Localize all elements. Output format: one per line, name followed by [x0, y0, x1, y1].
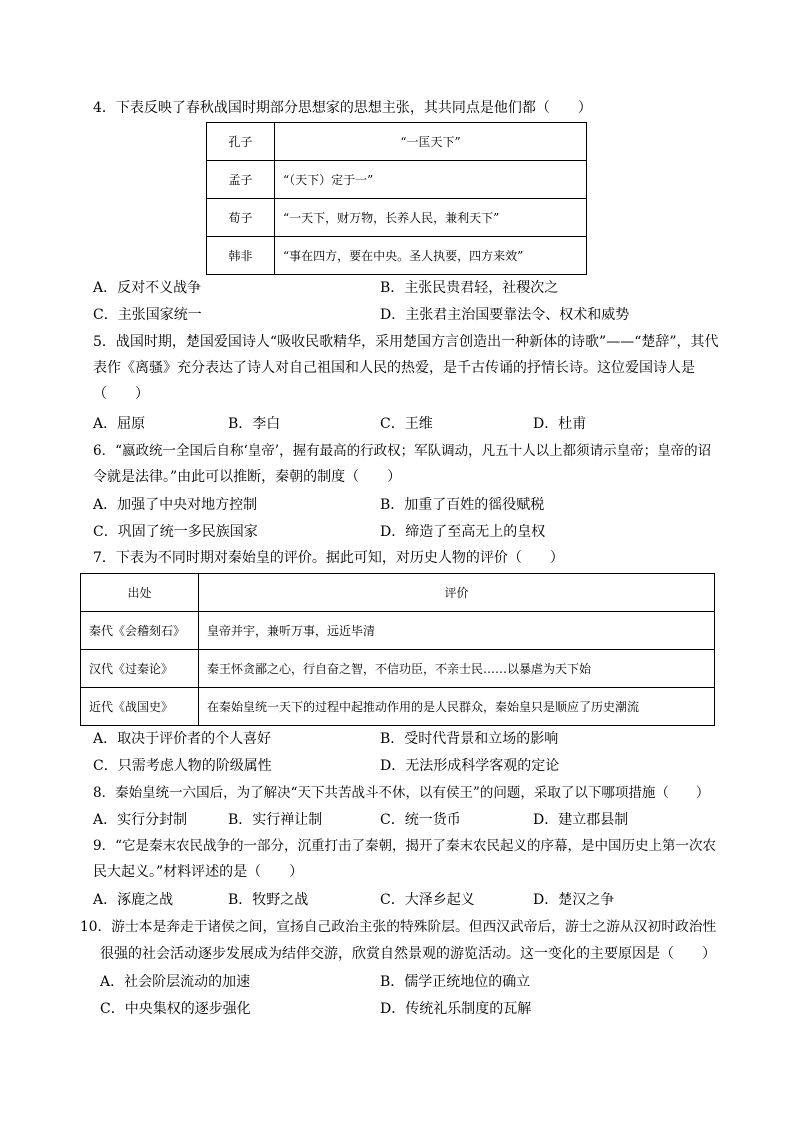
question-4-table: [206, 122, 587, 275]
table-header-row: [81, 574, 715, 612]
option-d[interactable]: D．传统礼乐制度的瓦解: [380, 1001, 532, 1017]
thinker-quote: “事在四方，要在中央。圣人执要，四方来效”: [275, 237, 587, 275]
option-a[interactable]: A．加强了中央对地方控制: [93, 497, 258, 513]
option-c[interactable]: C．大泽乡起义: [380, 892, 475, 908]
thinker-quote: “一天下，财万物，长养人民，兼利天下”: [275, 199, 587, 237]
thinker-name: 孔子: [207, 123, 275, 161]
option-c[interactable]: C．统一货币: [380, 812, 461, 828]
option-c[interactable]: C．王维: [380, 416, 433, 432]
table-row: [207, 123, 587, 161]
header-source: 出处: [81, 574, 199, 612]
source-cell: 近代《战国史》: [81, 688, 199, 726]
option-d[interactable]: D．无法形成科学客观的定论: [380, 758, 560, 774]
option-d[interactable]: D．建立郡县制: [533, 812, 629, 828]
header-eval: 评价: [199, 574, 715, 612]
thinker-quote: “一匡天下”: [275, 123, 587, 161]
option-d[interactable]: D．楚汉之争: [533, 892, 615, 908]
question-10-line2: 很强的社会活动逐步发展成为结伴交游，欣赏自然景观的游览活动。这一变化的主要原因是（ ）: [100, 946, 716, 962]
option-b[interactable]: B．李白: [228, 416, 281, 432]
option-d[interactable]: D．缔造了至高无上的皇权: [380, 524, 546, 540]
option-a[interactable]: A．实行分封制: [93, 812, 188, 828]
option-b[interactable]: B．实行禅让制: [228, 812, 323, 828]
table-row: [81, 650, 715, 688]
question-5-line1: 5．战国时期，楚国爱国诗人“吸收民歌精华，采用楚国方言创造出一种新体的诗歌”——“楚辞”，其代: [93, 334, 719, 350]
option-c[interactable]: C．主张国家统一: [93, 307, 202, 323]
option-c[interactable]: C．中央集权的逐步强化: [100, 1001, 251, 1017]
eval-cell: 秦王怀贪鄙之心，行自奋之智，不信功臣，不亲士民……以暴虐为天下始: [199, 650, 715, 688]
table-row: [81, 612, 715, 650]
question-9-line2: 民大起义。”材料评述的是（ ）: [93, 864, 304, 880]
option-d[interactable]: D．主张君主治国要靠法令、权术和威势: [380, 307, 630, 323]
question-6-line1: 6．“嬴政统一全国后自称‘皇帝’，握有最高的行政权；军队调动，凡五十人以上都须请示皇帝；皇帝的诏: [93, 443, 712, 459]
source-cell: 汉代《过秦论》: [81, 650, 199, 688]
question-5-line2: 表作《离骚》充分表达了诗人对自己祖国和人民的热爱，是千古传诵的抒情长诗。这位爱国诗人是: [93, 360, 695, 376]
table-row: [207, 161, 587, 199]
thinker-name: 荀子: [207, 199, 275, 237]
table-row: [207, 199, 587, 237]
eval-cell: 皇帝并宇，兼听万事，远近毕清: [199, 612, 715, 650]
question-4-stem: 4．下表反映了春秋战国时期部分思想家的思想主张，其共同点是他们都（ ）: [93, 100, 592, 116]
table-row: [207, 237, 587, 275]
eval-cell: 在秦始皇统一天下的过程中起推动作用的是人民群众，秦始皇只是顺应了历史潮流: [199, 688, 715, 726]
question-7-stem: 7．下表为不同时期对秦始皇的评价。据此可知，对历史人物的评价（ ）: [93, 550, 564, 566]
source-cell: 秦代《会稽刻石》: [81, 612, 199, 650]
question-9-line1: 9．“它是秦末农民战争的一部分，沉重打击了秦朝，揭开了秦末农民起义的序幕，是中国历史上第一次农: [93, 838, 716, 854]
option-c[interactable]: C．巩固了统一多民族国家: [93, 524, 258, 540]
option-b[interactable]: B．儒学正统地位的确立: [380, 974, 531, 990]
option-a[interactable]: A．社会阶层流动的加速: [100, 974, 251, 990]
option-a[interactable]: A．反对不义战争: [93, 280, 202, 296]
option-c[interactable]: C．只需考虑人物的阶级属性: [93, 758, 272, 774]
thinker-quote: “（天下）定于一”: [275, 161, 587, 199]
option-d[interactable]: D．杜甫: [533, 416, 587, 432]
question-5-line3: （ ）: [93, 386, 149, 402]
option-a[interactable]: A．涿鹿之战: [93, 892, 174, 908]
option-b[interactable]: B．加重了百姓的徭役赋税: [380, 497, 545, 513]
option-a[interactable]: A．取决于评价者的个人喜好: [93, 731, 272, 747]
question-6-line2: 令就是法律。”由此可以推断，秦朝的制度（ ）: [93, 469, 402, 485]
option-b[interactable]: B．牧野之战: [228, 892, 309, 908]
thinker-name: 韩非: [207, 237, 275, 275]
table-row: [81, 688, 715, 726]
option-b[interactable]: B．受时代背景和立场的影响: [380, 731, 559, 747]
question-7-table: [80, 573, 715, 726]
question-8-stem: 8．秦始皇统一六国后，为了解决“天下共苦战斗不休，以有侯王”的问题，采取了以下哪项措施（ ）: [93, 785, 710, 801]
option-b[interactable]: B．主张民贵君轻，社稷次之: [380, 280, 559, 296]
option-a[interactable]: A．屈原: [93, 416, 146, 432]
thinker-name: 孟子: [207, 161, 275, 199]
question-10-line1: 10．游士本是奔走于诸侯之间，宣扬自己政治主张的特殊阶层。但西汉武帝后，游士之游从汉初时政治性: [80, 919, 717, 935]
